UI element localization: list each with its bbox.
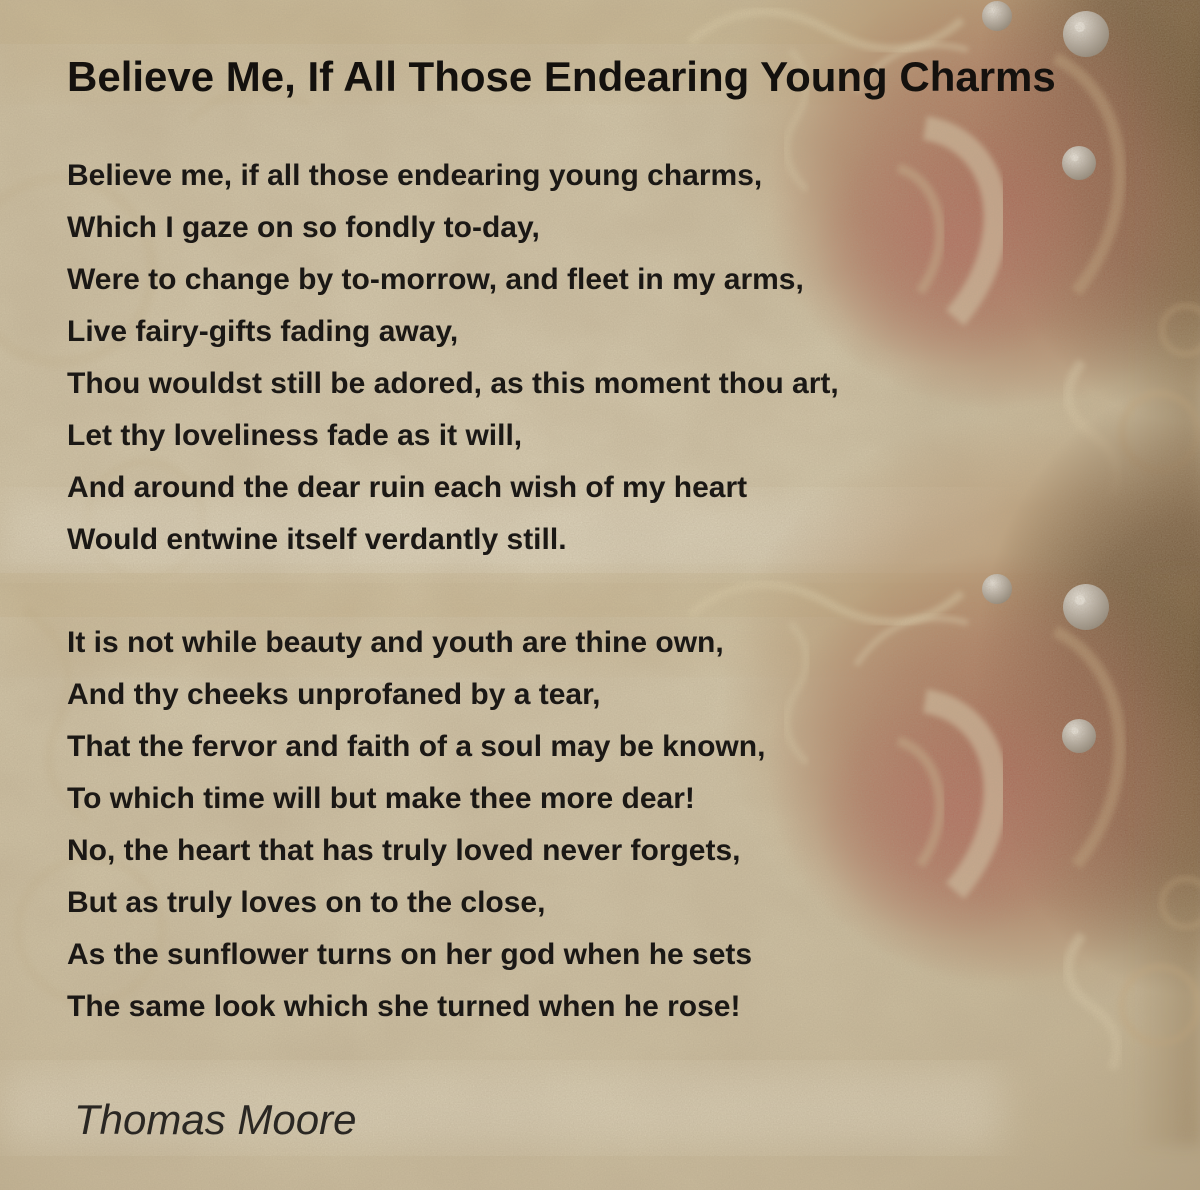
poem-line: As the sunflower turns on her god when he sets (67, 938, 753, 971)
poem-line: Would entwine itself verdantly still. (67, 523, 567, 556)
poem-line: Let thy loveliness fade as it will, (67, 419, 523, 452)
poem-line: Live fairy-gifts fading away, (67, 315, 459, 348)
poem-line: Believe me, if all those endearing young charms, (67, 159, 763, 192)
poem-title: Believe Me, If All Those Endearing Young Charms (67, 53, 1056, 100)
poem-author: Thomas Moore (74, 1096, 357, 1143)
poem-line: It is not while beauty and youth are thine own, (67, 626, 724, 659)
poem-line: But as truly loves on to the close, (67, 886, 546, 919)
stanza-1 (67, 150, 839, 566)
poem-line: No, the heart that has truly loved never forgets, (67, 834, 741, 867)
poem-line: And thy cheeks unprofaned by a tear, (67, 678, 601, 711)
poem-line: That the fervor and faith of a soul may be known, (67, 730, 766, 763)
poem-line: Thou wouldst still be adored, as this moment thou art, (67, 367, 839, 400)
poem-line: To which time will but make thee more dear! (67, 782, 695, 815)
poem-line: The same look which she turned when he rose! (67, 990, 741, 1023)
poem-line: Which I gaze on so fondly to-day, (67, 211, 540, 244)
stanza-2 (67, 617, 765, 1033)
poem-line: And around the dear ruin each wish of my heart (67, 471, 748, 504)
poem-line: Were to change by to-morrow, and fleet in my arms, (67, 263, 804, 296)
